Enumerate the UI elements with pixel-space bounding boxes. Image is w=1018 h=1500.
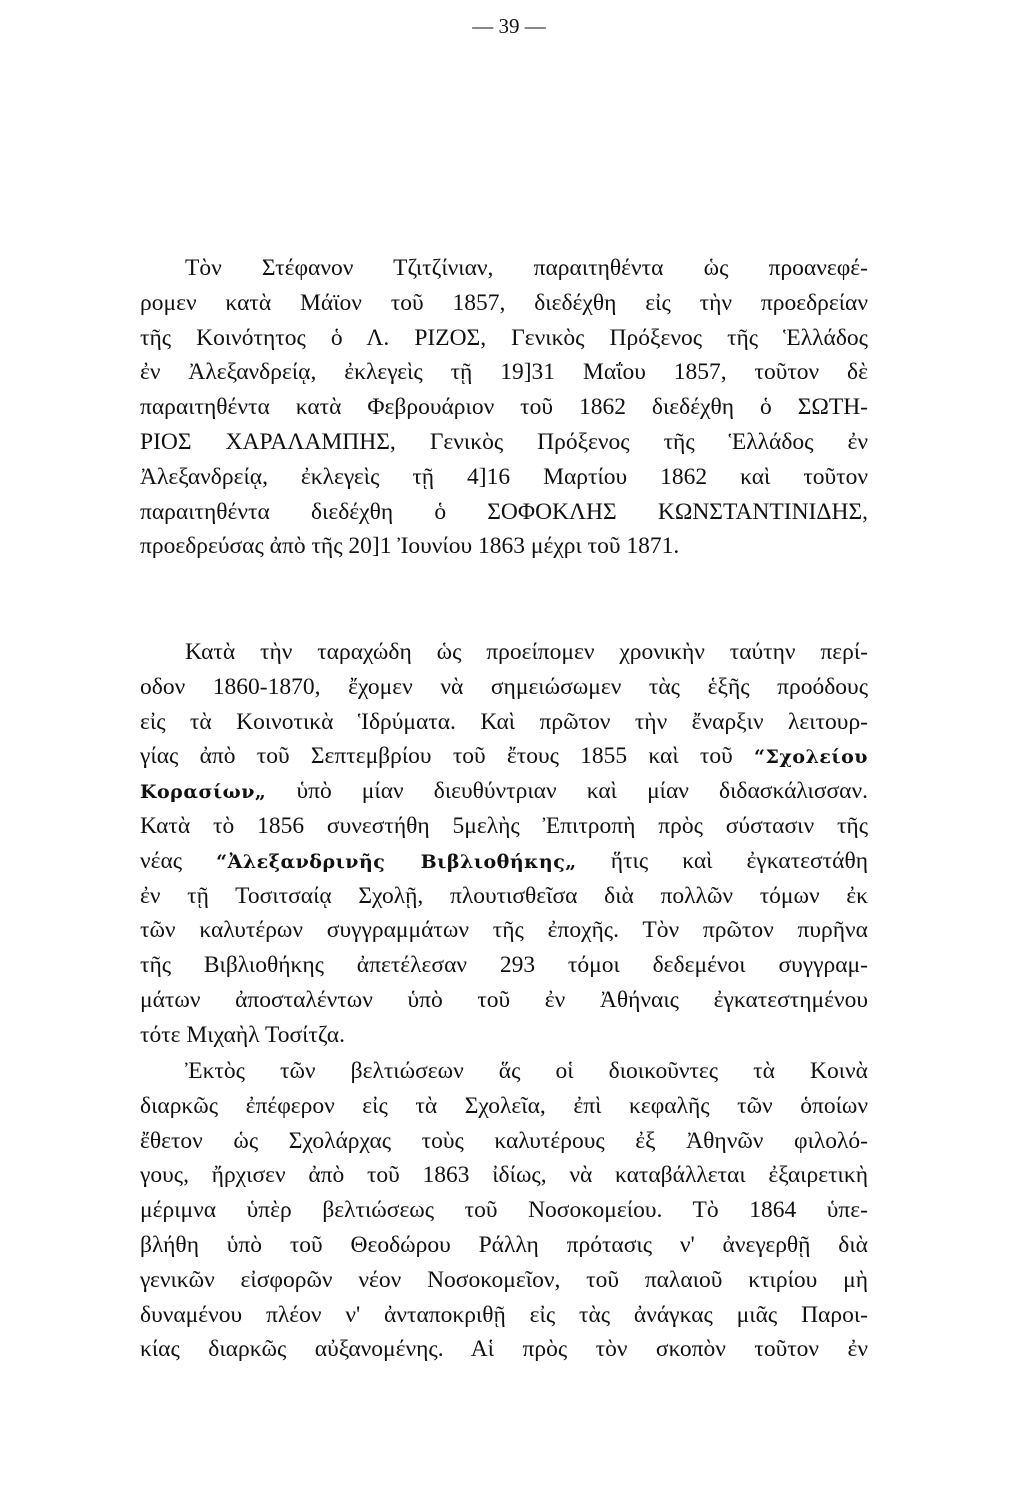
text-line [140, 251, 868, 286]
text-line [140, 774, 868, 809]
text-line [140, 983, 868, 1018]
text-segment: οδον 1860-1870, ἔχομεν νὰ σημειώσωμεν τὰς ἑξῆς προόδους [140, 673, 868, 700]
text-segment: διαρκῶς ἐπέφερον εἰς τὰ Σχολεῖα, ἐπὶ κεφαλῆς τῶν ὁποίων [140, 1092, 868, 1119]
text-segment: Τὸν Στέφανον Τζιτζίνιαν, παραιτηθέντα ὡς προανεφέ- [185, 255, 868, 281]
text-segment: μάτων ἀποσταλέντων ὑπὸ τοῦ ἐν Ἀθήναις ἐγκατεστημένου [140, 986, 868, 1013]
text-segment: ἐν τῇ Τοσιτσαίᾳ Σχολῇ, πλουτισθεῖσα διὰ πολλῶν τόμων ἐκ [140, 882, 868, 909]
text-line [140, 1158, 868, 1193]
text-line [140, 286, 868, 321]
text-line [140, 705, 868, 740]
text-line [140, 495, 868, 530]
bold-title-text: Κορασίων„ [140, 781, 267, 804]
text-line [140, 1124, 868, 1159]
text-line [140, 844, 868, 879]
text-segment: τῶν καλυτέρων συγγραμμάτων τῆς ἐποχῆς. Τὸν πρῶτον πυρῆνα [140, 917, 868, 944]
bold-title-text: “Ἀλεξανδρινῆς Βιβλιοθήκης„ [216, 850, 577, 873]
text-segment: ΡΙΟΣ ΧΑΡΑΛΑΜΠΗΣ, Γενικὸς Πρόξενος τῆς Ἑλλάδος ἐν [140, 428, 868, 455]
text-segment: ὑπὸ μίαν διευθύντριαν καὶ μίαν διδασκάλισσαν. [266, 778, 868, 805]
text-line [140, 1018, 868, 1053]
paragraph-1 [140, 251, 868, 564]
text-segment: τῆς Βιβλιοθήκης ἀπετέλεσαν 293 τόμοι δεδεμένοι συγγραμ- [140, 952, 868, 979]
text-segment: κίας διαρκῶς αὐξανομένης. Αἱ πρὸς τὸν σκοπὸν τοῦτον ἐν [140, 1336, 868, 1363]
page-number: — 39 — [472, 14, 546, 38]
text-segment: παραιτηθέντα κατὰ Φεβρουάριον τοῦ 1862 διεδέχθη ὁ ΣΩΤΗ- [140, 394, 868, 421]
paragraph-3 [140, 1054, 868, 1367]
text-line [140, 1263, 868, 1298]
text-segment: μέριμνα ὑπὲρ βελτιώσεως τοῦ Νοσοκομείου. Τὸ 1864 ὑπε- [140, 1197, 868, 1224]
text-line [140, 321, 868, 356]
text-segment: δυναμένου πλέον ν' ἀνταποκριθῇ εἰς τὰς ἀνάγκας μιᾶς Παροι- [140, 1301, 868, 1328]
text-line [140, 460, 868, 495]
text-segment: βλήθη ὑπὸ τοῦ Θεοδώρου Ράλλη πρότασις ν' ἀνεγερθῇ διὰ [140, 1231, 868, 1258]
text-line [140, 529, 868, 564]
text-segment: εἰς τὰ Κοινοτικὰ Ἱδρύματα. Καὶ πρῶτον τὴν ἔναρξιν λειτουρ- [140, 708, 868, 735]
text-line [140, 948, 868, 983]
text-segment: νέας [140, 847, 217, 874]
text-segment: παραιτηθέντα διεδέχθη ὁ ΣΟΦΟΚΛΗΣ ΚΩΝΣΤΑΝΤΙΝΙΔΗΣ, [140, 498, 868, 525]
text-line [140, 913, 868, 948]
text-line [140, 390, 868, 425]
text-segment: γίας ἀπὸ τοῦ Σεπτεμβρίου τοῦ ἔτους 1855 καὶ τοῦ [140, 743, 755, 770]
paragraph-2 [140, 635, 868, 1053]
text-line [140, 355, 868, 390]
text-segment: ἐν Ἀλεξανδρείᾳ, ἐκλεγεὶς τῇ 19]31 Μαΐου 1857, τοῦτον δὲ [140, 359, 868, 386]
text-segment: ρομεν κατὰ Μάϊον τοῦ 1857, διεδέχθη εἰς τὴν προεδρείαν [140, 289, 868, 316]
text-line [140, 1193, 868, 1228]
text-line [140, 1332, 868, 1367]
text-line [140, 809, 868, 844]
text-segment: τῆς Κοινότητος ὁ Λ. ΡΙΖΟΣ, Γενικὸς Πρόξενος τῆς Ἑλλάδος [140, 324, 868, 351]
text-segment: Ἀλεξανδρείᾳ, ἐκλεγεὶς τῇ 4]16 Μαρτίου 1862 καὶ τοῦτον [140, 463, 868, 490]
text-segment: Κατὰ τὴν ταραχώδη ὡς προείπομεν χρονικὴν ταύτην περί- [185, 639, 868, 665]
text-segment: Ἐκτὸς τῶν βελτιώσεων ἅς οἱ διοικοῦντες τὰ Κοινὰ [185, 1058, 868, 1084]
text-line [140, 1228, 868, 1263]
text-line [140, 635, 868, 670]
text-line [140, 1298, 868, 1333]
text-line [140, 1054, 868, 1089]
text-segment: προεδρεύσας ἀπὸ τῆς 20]1 Ἰουνίου 1863 μέχρι τοῦ 1871. [140, 533, 680, 560]
text-segment: Κατὰ τὸ 1856 συνεστήθη 5μελὴς Ἐπιτροπὴ πρὸς σύστασιν τῆς [140, 812, 868, 839]
text-segment: ἥτις καὶ ἐγκατεστάθη [576, 847, 868, 874]
text-line [140, 1089, 868, 1124]
text-segment: ἔθετον ὡς Σχολάρχας τοὺς καλυτέρους ἐξ Ἀθηνῶν φιλολό- [140, 1127, 868, 1154]
text-segment: γους, ἤρχισεν ἀπὸ τοῦ 1863 ἰδίως, νὰ καταβάλλεται ἐξαιρετικὴ [140, 1162, 868, 1189]
bold-title-text: “Σχολείου [754, 746, 868, 769]
text-segment: τότε Μιχαὴλ Τοσίτζα. [140, 1021, 345, 1048]
text-line [140, 670, 868, 705]
text-line [140, 425, 868, 460]
text-segment: γενικῶν εἰσφορῶν νέον Νοσοκομεῖον, τοῦ παλαιοῦ κτιρίου μὴ [140, 1266, 868, 1293]
text-line [140, 739, 868, 774]
text-line [140, 879, 868, 914]
